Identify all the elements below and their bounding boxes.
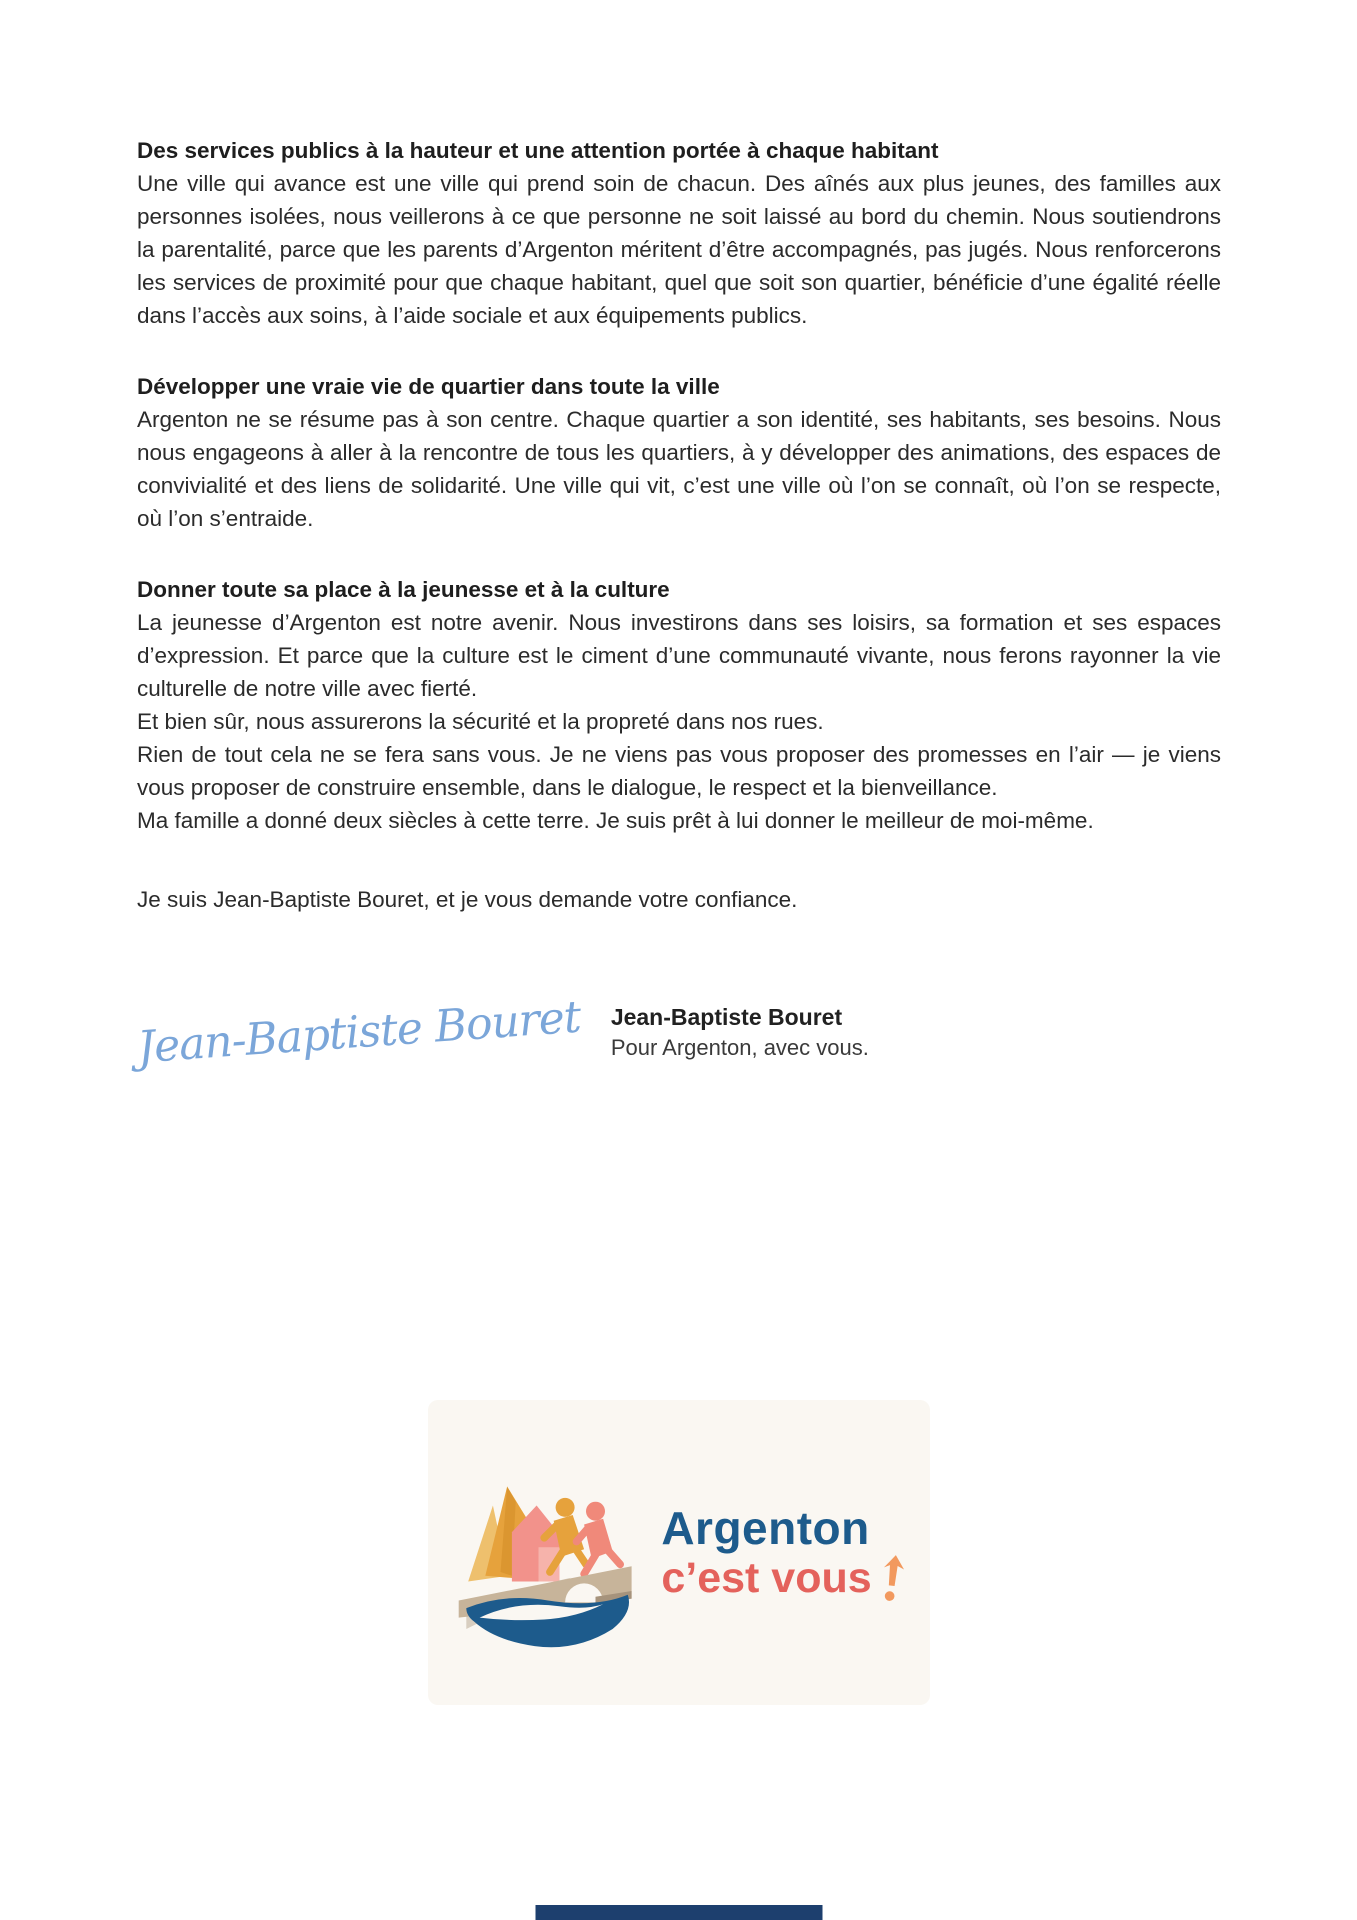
section-services-publics [137,134,1221,332]
signature-tagline: Pour Argenton, avec vous. [610,1034,869,1060]
logo-subtitle-text: c’est vous [661,1553,872,1602]
signature-identity [611,1003,869,1062]
campaign-logo [428,1400,930,1705]
section-paragraph: Et bien sûr, nous assurerons la sécurité et la propreté dans nos rues. [137,709,824,734]
logo-subtitle [661,1553,904,1603]
section-paragraph: Une ville qui avance est une ville qui prend soin de chacun. Des aînés aux plus jeunes, des familles aux personnes isolées, nous veillerons à ce que personne ne soit laissé au bord du chemin. Nous soutiendrons la parentalité, parce que les parents d’Argenton méritent d’être accompagnés, pas jugés. Nous renforcerons les services de proximité pour que chaque habitant, quel que soit son quartier, bénéficie d’une égalité réelle dans l’accès aux soins, à l’aide sociale et aux équipements publics. [137,171,1221,328]
section-vie-de-quartier [137,370,1221,535]
section-paragraph: Rien de tout cela ne se fera sans vous. Je ne viens pas vous proposer des promesses en l’air — je viens vous proposer de construire ensemble, dans le dialogue, le respect et la bienveillance. [137,742,1221,800]
section-heading: Des services publics à la hauteur et une attention portée à chaque habitant [137,138,939,163]
section-paragraph: Ma famille a donné deux siècles à cette terre. Je suis prêt à lui donner le meilleur de moi-même. [137,808,1094,833]
logo-wordmark [661,1503,904,1603]
section-paragraph: Argenton ne se résume pas à son centre. Chaque quartier a son identité, ses habitants, ses besoins. Nous nous engageons à aller à la rencontre de tous les quartiers, à y développer des animations, des espaces de convivialité et des liens de solidarité. Une ville qui vit, c’est une ville où l’on se connaît, où l’on se respecte, où l’on s’entraide. [137,407,1221,531]
letter-body [137,134,1221,1705]
signature-script: Jean-Baptiste Bouret [135,991,583,1073]
footer-band [535,1905,822,1920]
signature-name: Jean-Baptiste Bouret [610,1003,843,1030]
closing-line: Je suis Jean-Baptiste Bouret, et je vous demande votre confiance. [137,887,798,912]
section-heading: Développer une vraie vie de quartier dans toute la ville [137,374,720,399]
section-heading: Donner toute sa place à la jeunesse et à la culture [137,577,670,602]
section-jeunesse-culture [137,573,1221,837]
logo-title: Argenton [661,1501,870,1554]
exclamation-arrow-icon [880,1553,905,1603]
section-paragraph: La jeunesse d’Argenton est notre avenir. Nous investirons dans ses loisirs, sa formation et ses espaces d’expression. Et parce que la culture est le ciment d’une communauté vivante, nous ferons rayonner la vie culturelle de notre ville avec fierté. [137,610,1221,701]
signature-block [137,972,1221,1092]
logo-emblem-icon [453,1453,643,1653]
